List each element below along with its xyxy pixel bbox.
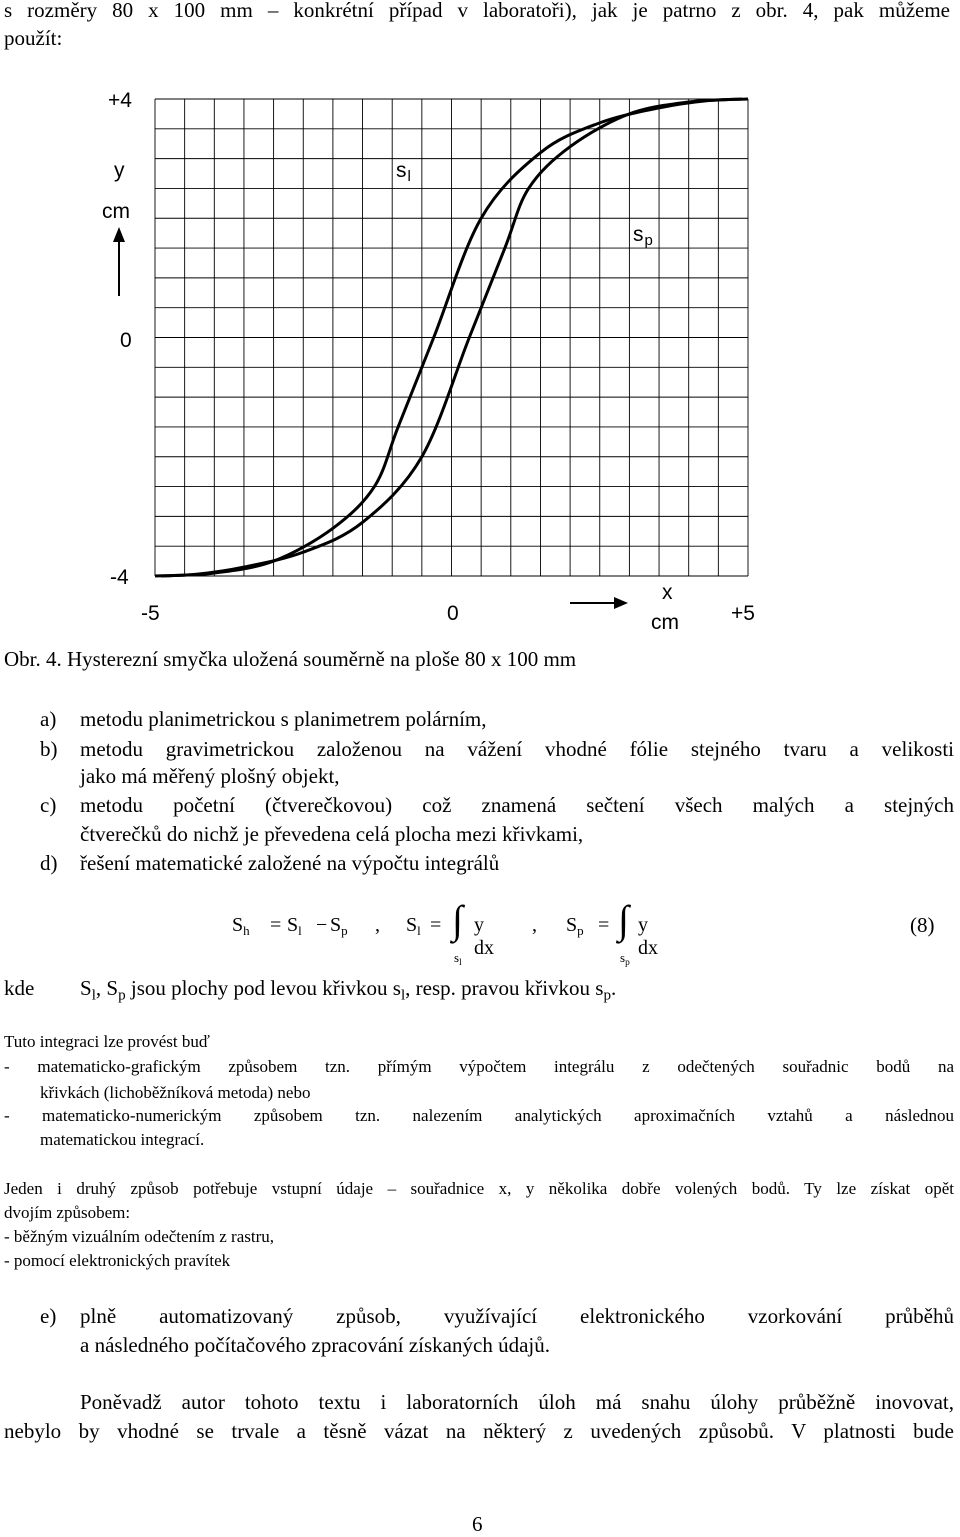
intro-line-1: s rozměry 80 x 100 mm – konkrétní případ v laboratoři), jak je patrno z obr. 4, pak můžeme (4, 0, 950, 22)
input-line-2: dvojím způsobem: (4, 1203, 131, 1222)
input-item-1: - běžným vizuálním odečtením z rastru, (4, 1227, 275, 1246)
y-axis-arrow-head (113, 227, 125, 242)
y-axis-unit: cm (102, 200, 130, 223)
y-zero-label: 0 (120, 329, 132, 352)
input-line-1: Jeden i druhý způsob potřebuje vstupní údaje – souřadnice x, y několika dobře volených bodů. Ty lze získat opět (4, 1179, 954, 1198)
method-e-line-2: a následného počítačového zpracování získaných údajů. (80, 1333, 550, 1357)
method-text: metodu planimetrickou s planimetrem polárním, (80, 707, 487, 731)
x-axis-arrow-head (614, 597, 628, 609)
method-letter: c) (40, 793, 57, 817)
method-e-line-1: plně automatizovaný způsob, využívající elektronického vzorkování průběhů (80, 1304, 954, 1328)
method-text-continued: jako má měřený plošný objekt, (80, 764, 340, 788)
y-axis-symbol: y (114, 159, 125, 182)
kde-text: $S_l$, $S_p$ jsou plochy pod levou křivkou $s_l$, resp. pravou křivkou $s_p$. (80, 976, 617, 1004)
method-letter: d) (40, 851, 58, 875)
integration-item-2-line-2: matematickou integrací. (40, 1130, 205, 1149)
x-left-label: -5 (141, 602, 160, 625)
page-number: 6 (472, 1512, 483, 1536)
method-text: metodu gravimetrickou založenou na vážení vhodné fólie stejného tvaru a velikosti (80, 737, 954, 761)
x-axis-symbol: x (662, 581, 673, 604)
integration-item-1-line-1: - matematicko-grafickým způsobem tzn. přímým výpočtem integrálu z odečtených souřadnic bodů na (4, 1057, 954, 1076)
y-bottom-label: -4 (110, 566, 129, 589)
intro-line-2: použít: (4, 26, 63, 50)
figure-grid (155, 99, 748, 576)
curve-right-label: sp (633, 223, 653, 249)
x-zero-label: 0 (447, 602, 459, 625)
kde-label: kde (4, 976, 35, 1000)
integration-item-1-line-2: křivkách (lichoběžníková metoda) nebo (40, 1083, 311, 1102)
figure-caption: Obr. 4. Hysterezní smyčka uložená souměrně na ploše 80 x 100 mm (4, 647, 577, 671)
integration-item-2-line-1: - matematicko-numerickým způsobem tzn. nalezením analytických aproximačních vztahů a následnou (4, 1106, 954, 1125)
method-letter: a) (40, 707, 57, 731)
x-axis-unit: cm (651, 611, 679, 634)
method-letter: b) (40, 737, 58, 761)
closing-line-1: Poněvadž autor tohoto textu i laboratorních úloh má snahu úlohy průběžně inovovat, (80, 1390, 954, 1414)
method-text: metodu početní (čtverečkovou) což znamená sečtení všech malých a stejných (80, 793, 954, 817)
curve-left-label: sl (396, 159, 411, 185)
y-top-label: +4 (108, 89, 132, 112)
input-item-2: - pomocí elektronických pravítek (4, 1251, 231, 1270)
closing-line-2: nebylo by vhodné se trvale a těsně vázat na některý z uvedených způsobů. V platnosti bude (4, 1419, 954, 1443)
x-right-label: +5 (731, 602, 755, 625)
method-text-continued: čtverečků do nichž je převedena celá plocha mezi křivkami, (80, 822, 584, 846)
integration-intro: Tuto integraci lze provést buď (4, 1032, 210, 1051)
equation-number: (8) (910, 913, 935, 937)
method-e-letter: e) (40, 1304, 57, 1328)
hysteresis-figure (0, 60, 960, 670)
method-text: řešení matematické založené na výpočtu integrálů (80, 851, 500, 875)
